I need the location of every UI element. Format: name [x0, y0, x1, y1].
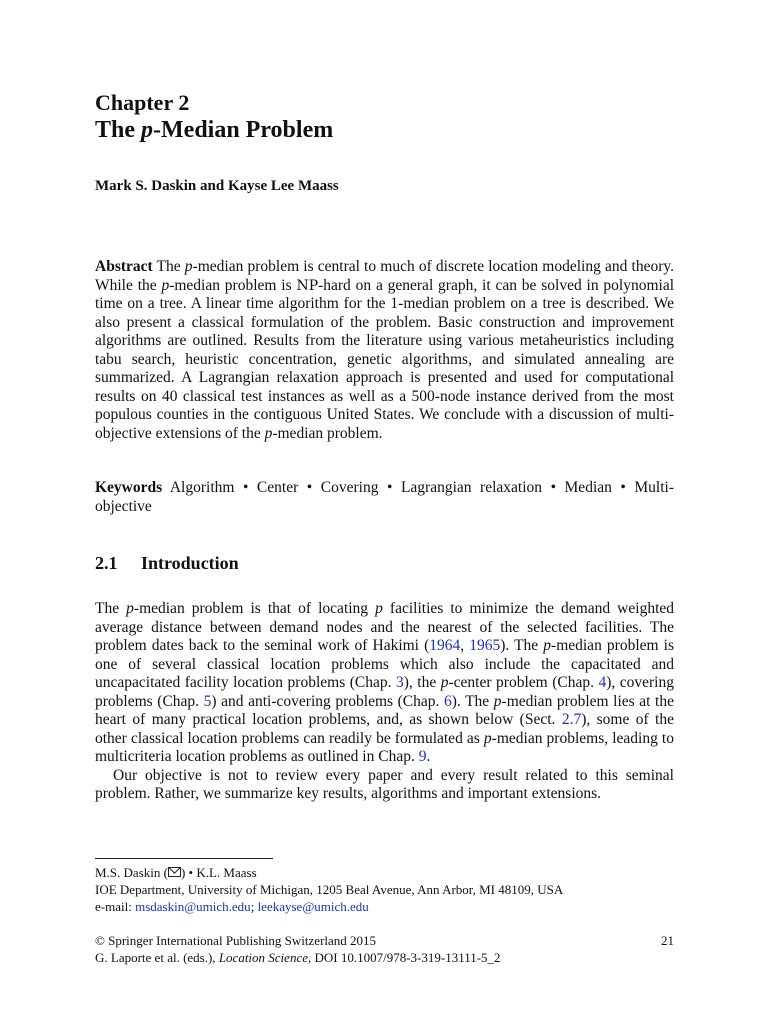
- chapter-link-4[interactable]: 4: [598, 674, 607, 691]
- authors: Mark S. Daskin and Kayse Lee Maass: [95, 178, 339, 194]
- np-symbol: NP: [296, 277, 319, 294]
- page-footer: [95, 932, 674, 966]
- section-heading: [95, 553, 674, 574]
- keywords: Keywords Algorithm • Center • Covering • Lagrangian relaxation • Median • Multi-objective: [95, 479, 674, 515]
- chapter-link-9[interactable]: 9: [418, 748, 427, 765]
- section-title: Introduction: [141, 553, 239, 573]
- footnote-authors: M.S. Daskin ( ) • K.L. Maass: [95, 865, 257, 880]
- chapter-link-6[interactable]: 6: [443, 692, 452, 710]
- email-link-daskin[interactable]: msdaskin@umich.edu: [135, 899, 251, 914]
- intro-paragraph-2: Our objective is not to review every paper and every result related to this seminal problem. Rather, we summarize key results, algorithms and important extensions.: [95, 766, 674, 802]
- introduction-body: [95, 600, 674, 804]
- abstract-label: Abstract: [95, 258, 153, 275]
- section-number: 2.1: [95, 553, 118, 573]
- intro-paragraph-1: The p-median problem is that of locating p facilities to minimize the demand weighted average distance between demand nodes and the nearest of the selected facilities. The problem dates back to the seminal work of Hakimi (1964, 1965). The p-median problem is one of several classical location problems which also include the capacitated and uncapacitated facility location problems (Chap. 3), the p-center problem (Chap. 4), covering problems (Chap. 5) and anti-covering problems (Chap. 6). The p-median problem lies at the heart of many practical location problems, and, as shown below (Sect. 2.7), some of the other classical location problems can readily be formulated as p-median problems, leading to multicriteria location problems as outlined in Chap. 9.: [95, 600, 675, 765]
- copyright: © Springer International Publishing Switzerland 2015: [95, 933, 377, 948]
- email-link-maass[interactable]: leekayse@umich.edu: [257, 899, 369, 914]
- page-number: 21: [661, 933, 674, 948]
- footnote-affiliation: IOE Department, University of Michigan, 1205 Beal Avenue, Ann Arbor, MI 48109, USA: [95, 882, 564, 897]
- footnote-email: e-mail: msdaskin@umich.edu; leekayse@umich.edu: [95, 899, 369, 914]
- chapter-title: The p-Median Problem: [95, 117, 334, 143]
- chapter-link-3[interactable]: 3: [396, 674, 404, 691]
- envelope-icon: [168, 867, 181, 877]
- footer-copyright-row: [95, 932, 674, 949]
- author-footnote: [95, 864, 674, 915]
- section-link-2-7[interactable]: 2.7: [561, 711, 582, 728]
- chapter-label: Chapter 2: [95, 90, 190, 115]
- citation-link-1964[interactable]: 1964: [429, 637, 461, 654]
- keywords-label: Keywords: [95, 479, 163, 496]
- citation-line: G. Laporte et al. (eds.), Location Science, DOI 10.1007/978-3-319-13111-5_2: [95, 950, 501, 965]
- citation-link-1965[interactable]: 1965: [469, 637, 501, 654]
- footnote-divider: [95, 858, 273, 859]
- abstract: Abstract The p-median problem is central to much of discrete location modeling and theory. While the p-median problem is NP-hard on a general graph, it can be solved in polynomial time on a tree. A linear time algorithm for the 1-median problem on a tree is described. We also present a classical formulation of the problem. Basic construction and improvement algorithms are outlined. Results from the literature using various metaheuristics including tabu search, heuristic concentration, genetic algorithms, and simulated annealing are summarized. A Lagrangian relaxation approach is presented and used for computational results on 40 classical test instances as well as a 500-node instance derived from the most populous counties in the contiguous United States. We conclude with a discussion of multi-objective extensions of the p-median problem.: [95, 258, 675, 442]
- chapter-link-5[interactable]: 5: [203, 692, 212, 710]
